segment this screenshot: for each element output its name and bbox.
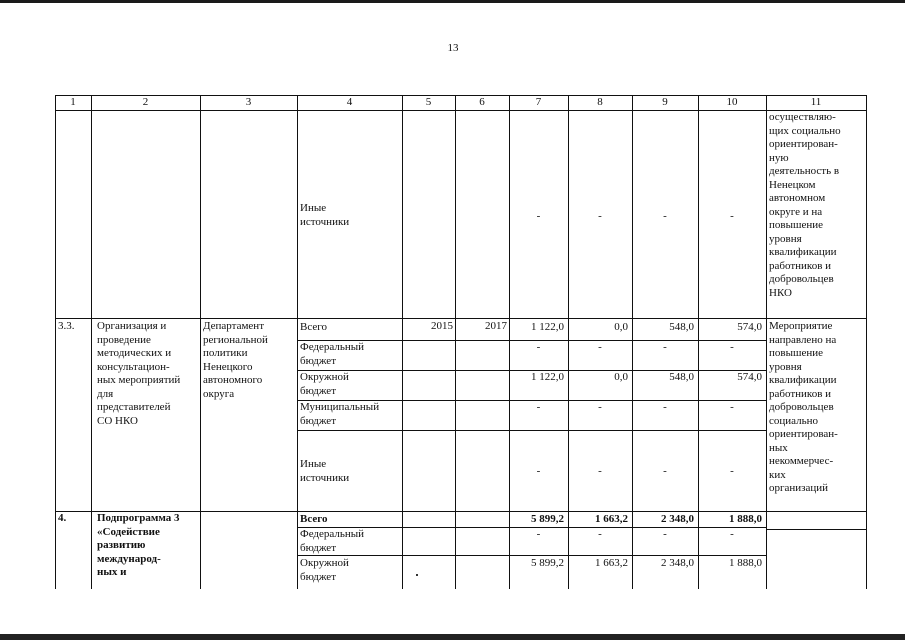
header-col-3: 3 — [245, 96, 252, 108]
row33-value-4-0: - — [536, 465, 541, 477]
rule-col-3 — [297, 95, 298, 589]
row33-value-4-3: - — [730, 465, 734, 477]
header-col-11: 11 — [810, 96, 822, 108]
row4-value-0-0: 5 899,2 — [531, 513, 564, 525]
top-dash-0: - — [536, 210, 541, 222]
rule-col-1 — [91, 95, 92, 589]
top-dash-3: - — [730, 210, 734, 222]
row4-source-1: Федеральный бюджет — [300, 528, 365, 554]
row4-value-2-2: 2 348,0 — [661, 557, 694, 569]
rule-col-0 — [55, 95, 56, 589]
top-dash-1: - — [598, 210, 602, 222]
row33-value-1-2: - — [663, 341, 667, 353]
row4-value-1-2: - — [663, 528, 667, 540]
row4-value-1-1: - — [598, 528, 602, 540]
row33-start-year: 2015 — [431, 320, 453, 332]
scan-speck — [416, 574, 418, 576]
rule-col-11 — [866, 95, 867, 589]
row4-source-0: Всего — [300, 513, 328, 525]
row33-value-0-0: 1 122,0 — [531, 321, 564, 333]
header-col-5: 5 — [425, 96, 432, 108]
row33-value-2-1: 0,0 — [614, 371, 628, 383]
header-col-6: 6 — [479, 96, 485, 108]
row4-name: Подпрограмма 3 «Содействие развитию международ- ных и — [97, 512, 180, 578]
row33-value-2-3: 574,0 — [737, 371, 762, 383]
row33-value-1-3: - — [730, 341, 734, 353]
rule-col-2 — [200, 95, 201, 589]
header-col-4: 4 — [346, 96, 353, 108]
rule-col-5 — [455, 95, 456, 589]
row33-end-year: 2017 — [485, 320, 507, 332]
row33-value-4-2: - — [663, 465, 667, 477]
row4-value-2-0: 5 899,2 — [531, 557, 564, 569]
rule-row33-top — [55, 318, 866, 319]
row33-source-1: Федеральный бюджет — [300, 341, 365, 367]
rule-col-10 — [766, 95, 767, 589]
page-number: 13 — [447, 42, 459, 54]
scan-top-edge — [0, 0, 905, 3]
row4-value-2-1: 1 663,2 — [595, 557, 628, 569]
row33-note: Мероприятие направлено на повышение уровня квалификации работников и добровольцев социально ориентирован- ных некоммерчес- ких организаций — [769, 320, 838, 494]
header-col-1: 1 — [70, 96, 76, 108]
row33-value-0-2: 548,0 — [669, 321, 694, 333]
row33-source-0: Всего — [300, 321, 327, 333]
rule-header-bottom — [55, 110, 866, 111]
row33-value-2-2: 548,0 — [669, 371, 694, 383]
header-col-9: 9 — [662, 96, 668, 108]
row33-number: 3.3. — [58, 320, 75, 332]
row33-value-3-0: - — [536, 401, 541, 413]
header-col-7: 7 — [535, 96, 542, 108]
row33-value-0-1: 0,0 — [614, 321, 628, 333]
row4-source-2: Окружной бюджет — [300, 557, 349, 583]
row33-value-1-1: - — [598, 341, 602, 353]
row4-number: 4. — [58, 512, 67, 524]
top-dash-2: - — [663, 210, 667, 222]
row33-value-2-0: 1 122,0 — [531, 371, 564, 383]
rule-row33-sub-3 — [297, 430, 766, 431]
row4-value-1-3: - — [730, 528, 734, 540]
rule-row4-col11 — [766, 529, 866, 530]
rule-col-4 — [402, 95, 403, 589]
rule-row4-sub-1 — [297, 555, 766, 556]
top-note: осуществляю- щих социально ориентирован- ную деятельность в Ненецком автономном округе и на повышение уровня квалификации работников и добровольцев НКО — [769, 111, 841, 299]
header-col-10: 10 — [726, 96, 738, 108]
row33-executor: Департамент региональной политики Ненецкого автономного округа — [203, 320, 268, 400]
header-col-8: 8 — [597, 96, 603, 108]
row33-value-1-0: - — [536, 341, 541, 353]
row33-source-3: Муниципальный бюджет — [300, 401, 380, 427]
row33-value-4-1: - — [598, 465, 602, 477]
header-col-2: 2 — [142, 96, 149, 108]
top-source-label: Иные источники — [300, 202, 350, 228]
row4-value-0-2: 2 348,0 — [661, 513, 694, 525]
row4-value-2-3: 1 888,0 — [729, 557, 762, 569]
row33-source-4: Иные источники — [300, 458, 350, 484]
row33-value-0-3: 574,0 — [737, 321, 762, 333]
row4-value-0-1: 1 663,2 — [595, 513, 628, 525]
row4-value-1-0: - — [536, 528, 541, 540]
row33-value-3-1: - — [598, 401, 602, 413]
row4-value-0-3: 1 888,0 — [729, 513, 762, 525]
row33-name: Организация и проведение методических и консультацион- ных мероприятий для представителей СО НКО — [97, 320, 181, 427]
scan-bottom-edge — [0, 634, 905, 640]
row33-value-3-3: - — [730, 401, 734, 413]
row33-source-2: Окружной бюджет — [300, 371, 349, 397]
row33-value-3-2: - — [663, 401, 667, 413]
